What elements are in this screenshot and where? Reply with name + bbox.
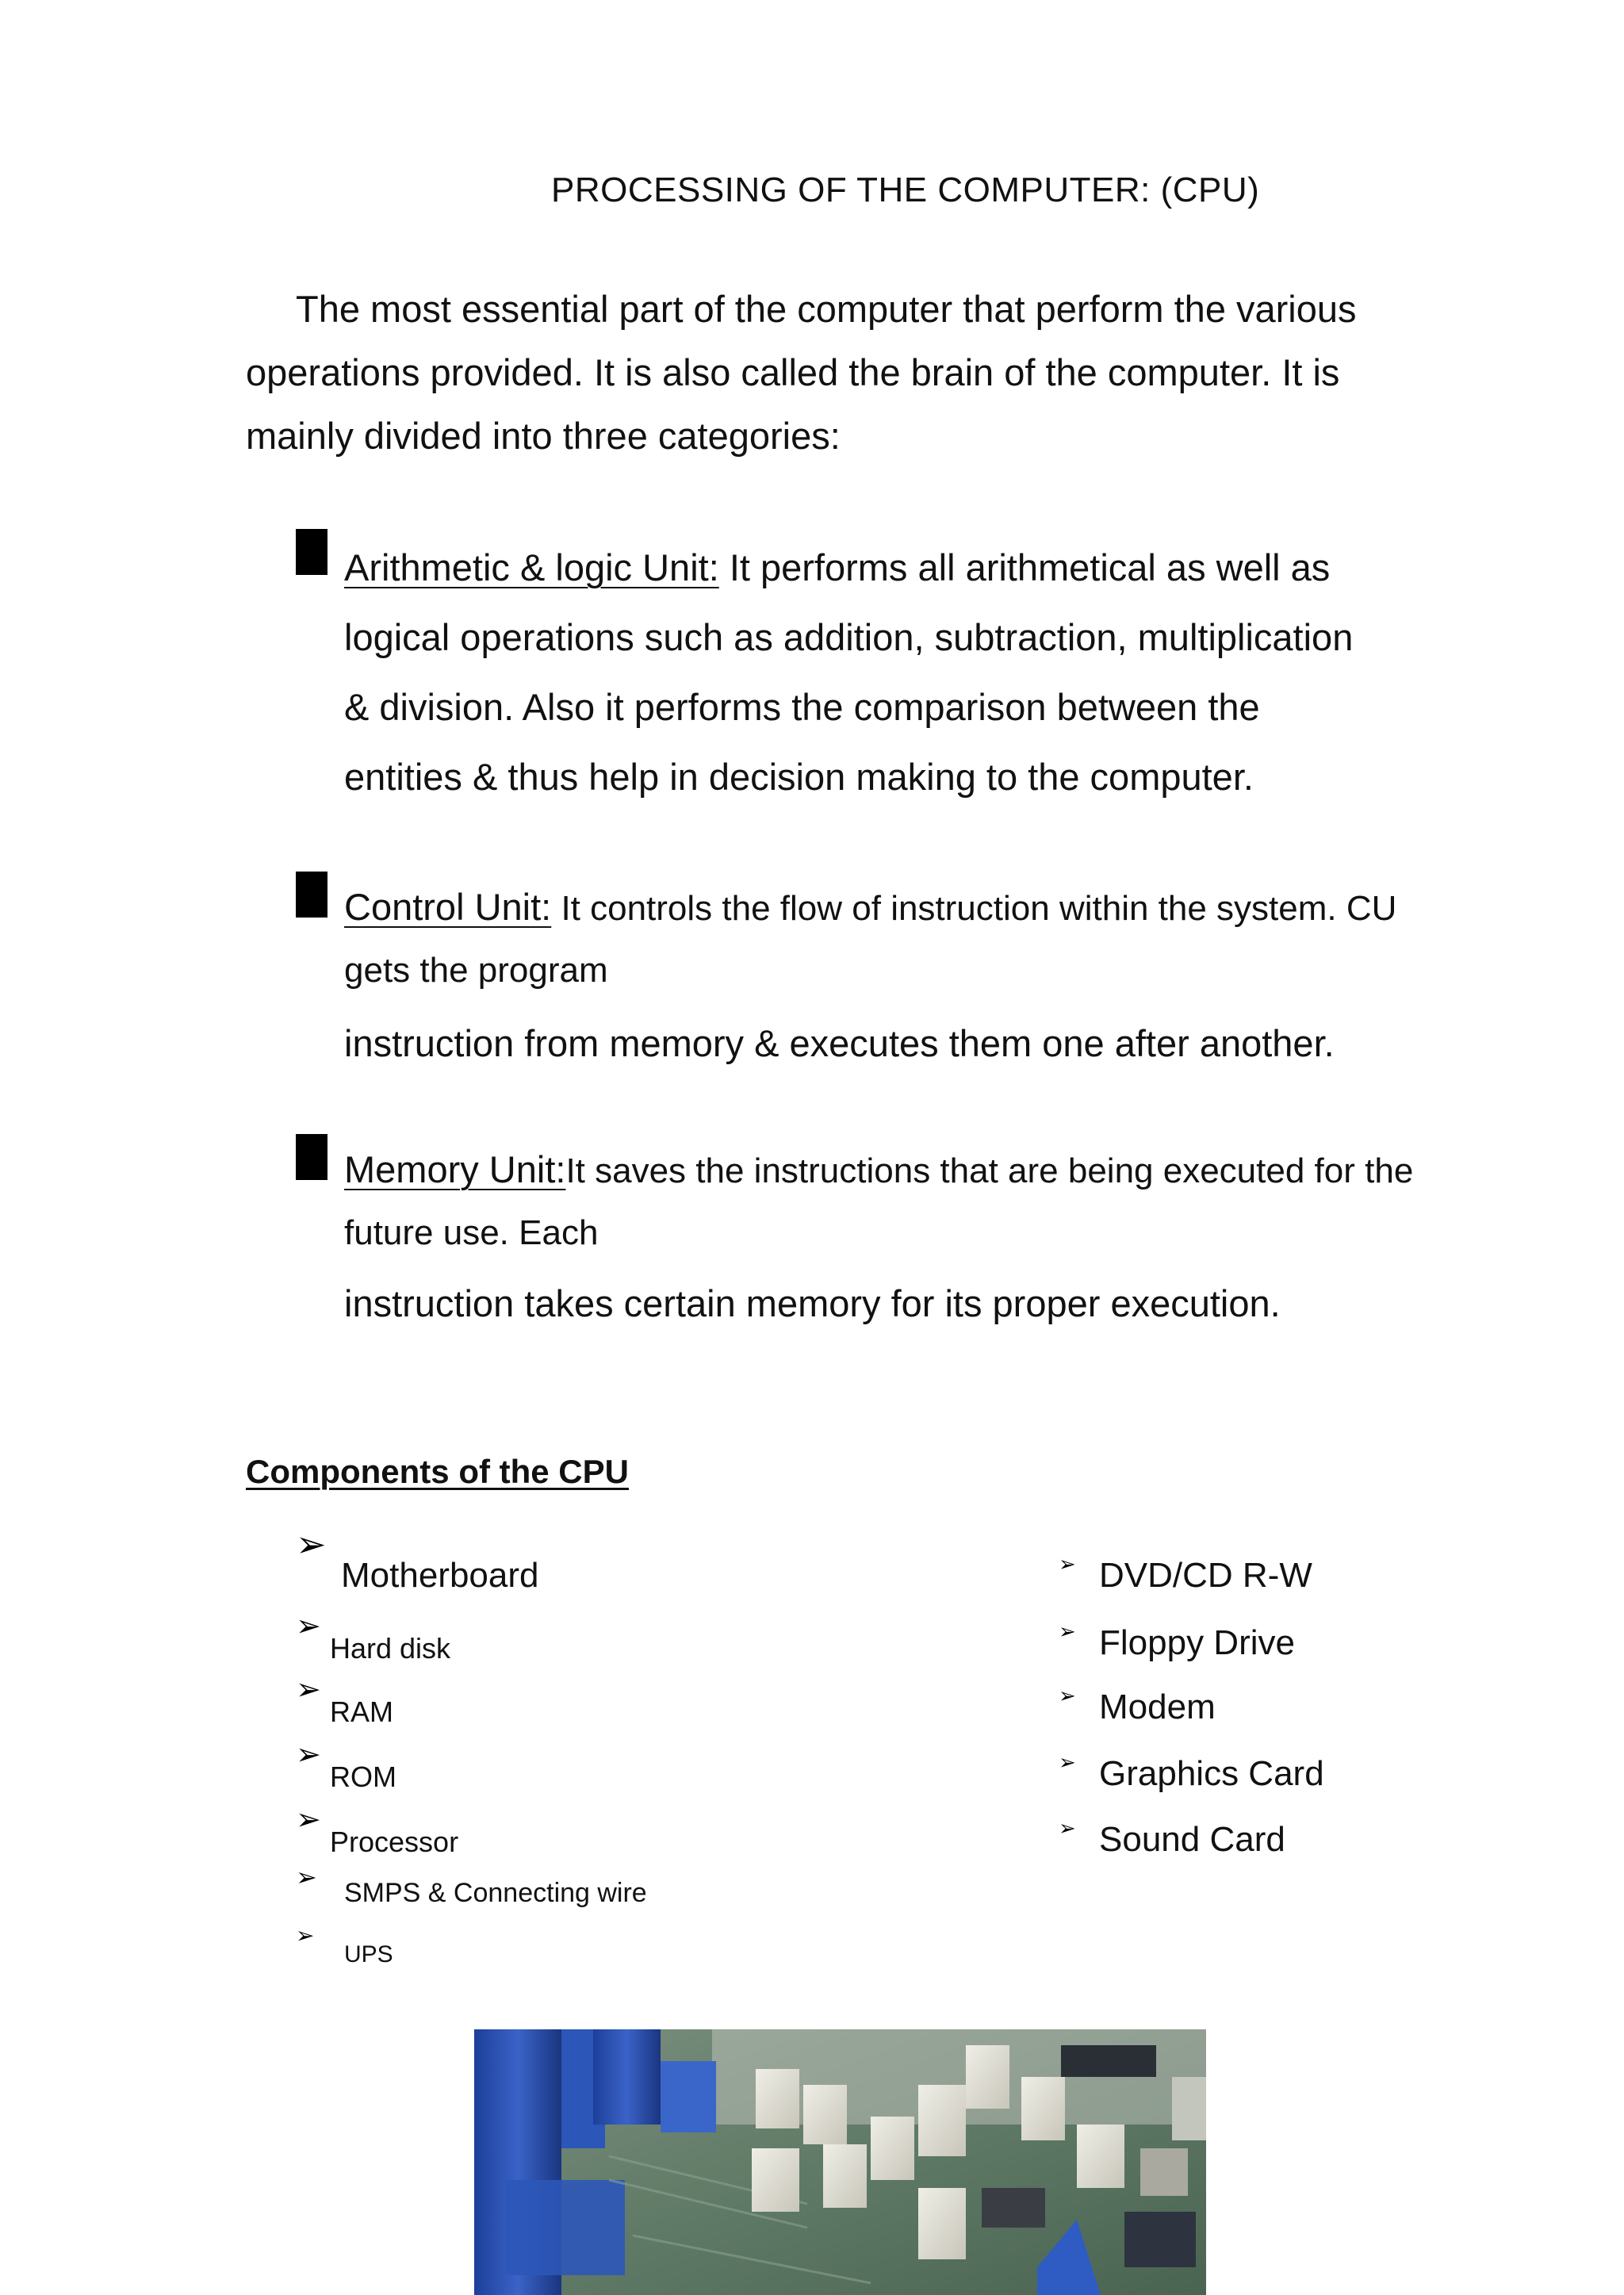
alu-line-4: entities & thus help in decision making to the computer. <box>344 756 1254 798</box>
arrow-bullet-icon: ➢ <box>1059 1751 1076 1775</box>
arrow-bullet-icon: ➢ <box>1059 1553 1076 1577</box>
arrow-bullet-icon: ➢ <box>296 1737 321 1772</box>
page-title: PROCESSING OF THE COMPUTER: (CPU) <box>551 170 1260 209</box>
bullet-square-icon <box>296 1134 327 1180</box>
cu-line-2: gets the program <box>344 951 608 990</box>
component-ups: UPS <box>344 1941 393 1967</box>
arrow-bullet-icon: ➢ <box>1059 1684 1076 1708</box>
components-heading: Components of the CPU <box>246 1453 629 1490</box>
component-floppy: Floppy Drive <box>1099 1623 1295 1662</box>
arrow-bullet-icon: ➢ <box>296 1862 317 1892</box>
mu-line-2: future use. Each <box>344 1213 599 1252</box>
cu-term: Control Unit: <box>344 886 552 928</box>
arrow-bullet-icon: ➢ <box>1059 1817 1076 1841</box>
component-graphics: Graphics Card <box>1099 1754 1324 1793</box>
intro-line-2: operations provided. It is also called the brain of the computer. It is <box>246 351 1340 393</box>
component-ram: RAM <box>330 1695 393 1728</box>
arrow-bullet-icon: ➢ <box>296 1672 321 1707</box>
arrow-bullet-icon: ➢ <box>296 1608 321 1643</box>
cu-line-1 <box>344 872 1396 944</box>
cu-line-3: instruction from memory & executes them one after another. <box>344 1022 1335 1064</box>
intro-line-1: The most essential part of the computer that perform the various <box>296 288 1357 330</box>
arrow-bullet-icon: ➢ <box>1059 1620 1076 1644</box>
mu-line-1 <box>344 1135 1413 1206</box>
mu-desc: It saves the instructions that are being executed for the <box>565 1151 1414 1190</box>
motherboard-photo <box>474 2029 1206 2295</box>
alu-line-2: logical operations such as addition, subtraction, multiplication <box>344 616 1354 658</box>
cu-desc: It controls the flow of instruction within the system. CU <box>551 889 1397 928</box>
intro-line-3: mainly divided into three categories: <box>246 415 841 457</box>
arrow-bullet-icon: ➢ <box>296 1922 315 1948</box>
alu-desc: It performs all arithmetical as well as <box>718 546 1331 588</box>
component-processor: Processor <box>330 1826 459 1858</box>
mu-line-3: instruction takes certain memory for its proper execution. <box>344 1282 1281 1324</box>
component-motherboard: Motherboard <box>341 1556 539 1595</box>
arrow-bullet-icon: ➢ <box>296 1802 321 1837</box>
component-modem: Modem <box>1099 1688 1216 1726</box>
alu-term: Arithmetic & logic Unit: <box>344 546 719 588</box>
bullet-square-icon <box>296 529 327 575</box>
component-dvd: DVD/CD R-W <box>1099 1556 1312 1595</box>
component-hard-disk: Hard disk <box>330 1632 451 1665</box>
component-rom: ROM <box>330 1761 396 1793</box>
mu-term: Memory Unit: <box>344 1148 566 1190</box>
bullet-square-icon <box>296 872 327 918</box>
component-sound: Sound Card <box>1099 1820 1285 1859</box>
arrow-bullet-icon: ➢ <box>296 1523 327 1565</box>
alu-line-3: & division. Also it performs the comparison between the <box>344 686 1260 728</box>
component-smps: SMPS & Connecting wire <box>344 1878 647 1908</box>
alu-line-1 <box>344 533 1330 603</box>
